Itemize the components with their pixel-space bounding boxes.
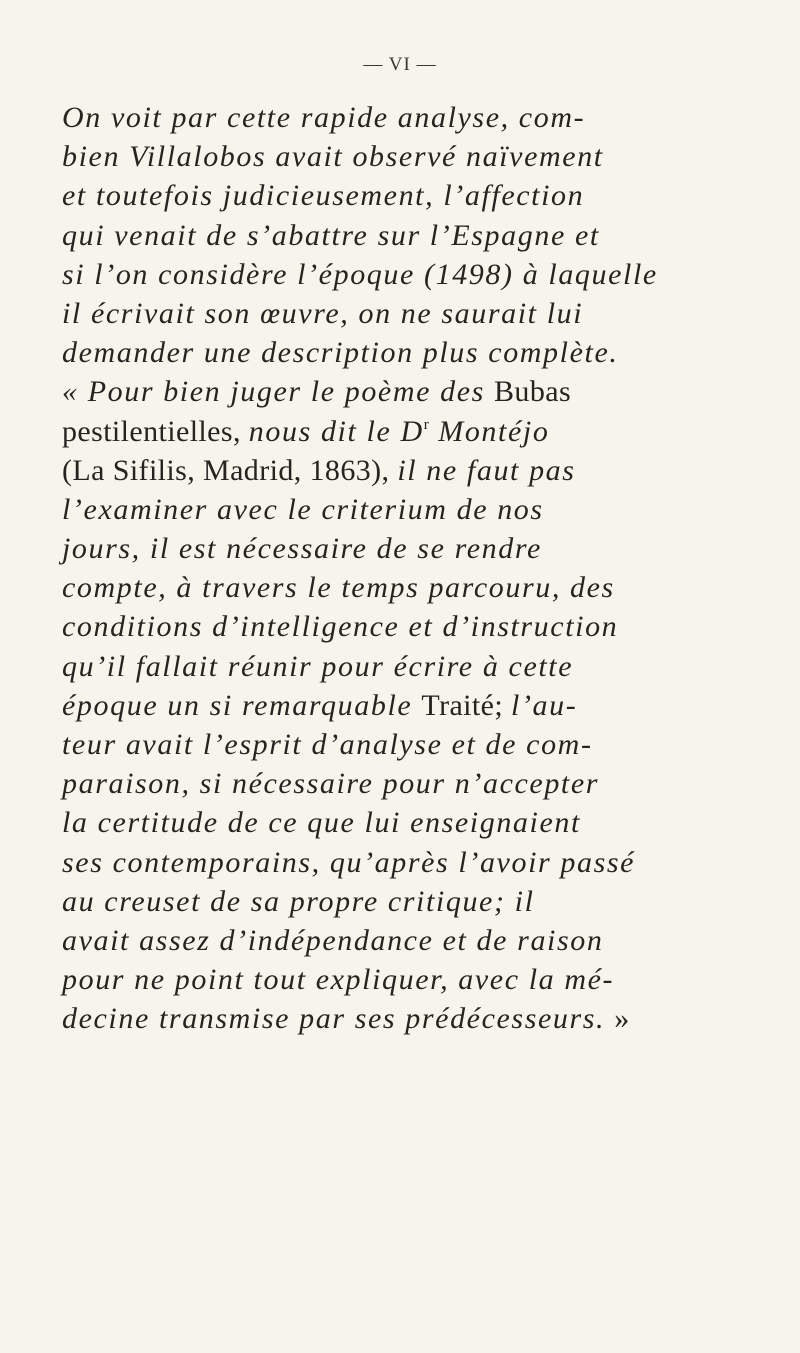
superscript: r xyxy=(423,416,430,433)
text-line: demander une description plus complète. xyxy=(62,336,619,370)
text-line: conditions d’intelligence et d’instruction xyxy=(62,610,619,644)
text-segment: (La Sifilis, Madrid, 1863), xyxy=(62,453,398,487)
text-segment: Traité; xyxy=(421,688,512,722)
text-line: qu’il fallait réunir pour écrire à cette xyxy=(62,649,574,683)
text-segment: l’au- xyxy=(511,688,578,722)
text-line xyxy=(62,999,744,1038)
text-line: paraison, si nécessaire pour n’accepter xyxy=(62,767,600,801)
text-line: ses contemporains, qu’après l’avoir passé xyxy=(62,845,636,879)
text-segment: Bubas xyxy=(494,375,572,409)
text-line xyxy=(62,451,744,490)
text-line: jours, il est nécessaire de se rendre xyxy=(62,532,542,566)
text-line xyxy=(62,686,744,725)
text-line: pour ne point tout expliquer, avec la mé- xyxy=(62,963,615,997)
text-segment: Montéjo xyxy=(429,414,550,448)
text-line: l’examiner avec le criterium de nos xyxy=(62,492,544,526)
text-line: au creuset de sa propre critique; il xyxy=(62,884,535,918)
text-line: la certitude de ce que lui enseignaient xyxy=(62,806,581,840)
text-segment: il ne faut pas xyxy=(397,453,576,487)
text-line: si l’on considère l’époque (1498) à laquelle xyxy=(62,257,658,291)
text-line: avait assez d’indépendance et de raison xyxy=(62,923,604,957)
text-segment: « Pour bien juger le poème des xyxy=(62,375,495,409)
text-line: On voit par cette rapide analyse, com- xyxy=(62,101,586,134)
text-line: qui venait de s’abattre sur l’Espagne et xyxy=(62,218,600,252)
text-line: teur avait l’esprit d’analyse et de com- xyxy=(62,728,593,761)
text-line: compte, à travers le temps parcouru, des xyxy=(62,571,615,605)
body-text xyxy=(62,98,744,1039)
page-number: — VI — xyxy=(363,54,437,75)
text-line: bien Villalobos avait observé naïvement xyxy=(62,140,604,174)
text-line xyxy=(62,412,744,451)
text-line: il écrivait son œuvre, on ne saurait lui xyxy=(62,296,584,330)
text-segment: époque un si remarquable xyxy=(62,688,422,722)
text-segment: » xyxy=(614,1002,630,1036)
text-segment: pestilentielles, xyxy=(62,414,249,448)
text-segment: nous dit le D xyxy=(248,414,424,448)
text-segment: decine transmise par ses prédécesseurs. xyxy=(62,1002,615,1036)
text-line: et toutefois judicieusement, l’affection xyxy=(62,179,585,213)
text-line xyxy=(62,372,744,411)
